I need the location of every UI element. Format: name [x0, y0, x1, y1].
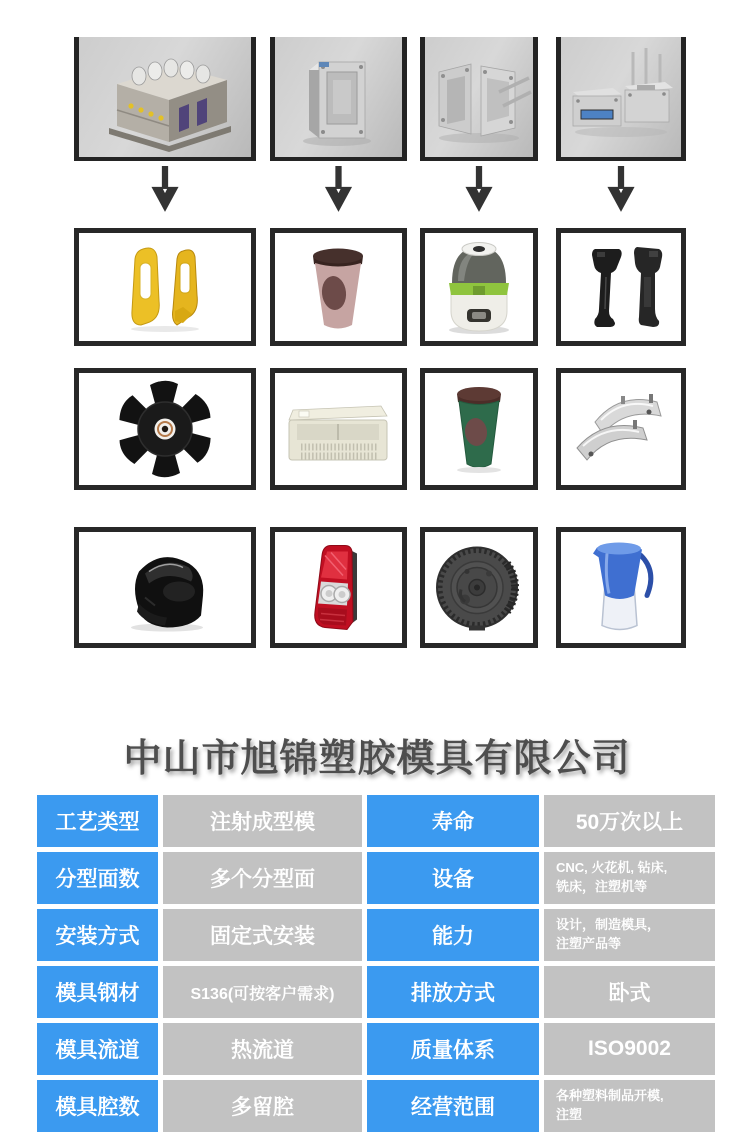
product-image [74, 368, 256, 490]
injection-mold-upright-image [275, 37, 402, 157]
product-image [556, 228, 686, 346]
product-image [420, 527, 538, 648]
spec-value: 50万次以上 [544, 795, 715, 847]
spec-label: 设备 [367, 852, 539, 904]
spec-value-line: 各种塑料制品开模, [556, 1088, 664, 1104]
water-pitcher-image [561, 532, 681, 643]
fan-impeller-image [79, 373, 251, 485]
product-image [270, 228, 407, 346]
spec-label: 寿命 [367, 795, 539, 847]
massage-gun-shells-image [561, 233, 681, 341]
product-image [420, 368, 538, 490]
spec-label: 模具腔数 [37, 1080, 158, 1132]
yellow-handle-parts-image [79, 233, 251, 341]
spec-value [544, 909, 715, 961]
spec-value: ISO9002 [544, 1023, 715, 1075]
green-tumbler-image [425, 373, 533, 485]
spec-value: 注射成型模 [163, 795, 362, 847]
mold-image-3 [420, 37, 538, 161]
spec-label: 质量体系 [367, 1023, 539, 1075]
spec-label: 安装方式 [37, 909, 158, 961]
product-image [420, 228, 538, 346]
spec-value: S136(可按客户需求) [163, 966, 362, 1018]
spec-label: 经营范围 [367, 1080, 539, 1132]
multi-cooker-image [425, 233, 533, 341]
mold-image-2 [270, 37, 407, 161]
spec-label: 分型面数 [37, 852, 158, 904]
spec-value: 卧式 [544, 966, 715, 1018]
spec-label: 排放方式 [367, 966, 539, 1018]
spec-value: 多留腔 [163, 1080, 362, 1132]
spec-value: 多个分型面 [163, 852, 362, 904]
spec-value: 固定式安装 [163, 909, 362, 961]
spec-value-line: 设计，制造模具， [556, 917, 661, 933]
product-image [270, 527, 407, 648]
spec-label: 工艺类型 [37, 795, 158, 847]
product-image [556, 368, 686, 490]
mold-image-4 [556, 37, 686, 161]
spec-label: 模具流道 [37, 1023, 158, 1075]
down-arrow-icon [556, 166, 686, 214]
spec-value: 热流道 [163, 1023, 362, 1075]
injection-mold-assembled-image [79, 37, 251, 157]
spec-value-line: 注塑产品等 [556, 936, 622, 951]
product-image [270, 368, 407, 490]
down-arrow-icon [270, 166, 407, 214]
spec-value-line: CNC, 火花机, 钻床, [556, 860, 668, 876]
spec-label: 模具钢材 [37, 966, 158, 1018]
spec-label: 能力 [367, 909, 539, 961]
motorcycle-helmet-image [79, 532, 251, 643]
product-image [74, 527, 256, 648]
spec-value [544, 852, 715, 904]
motor-housing-image [425, 532, 533, 643]
spec-value-line: 铣床，注塑机等 [556, 879, 648, 894]
down-arrow-icon [74, 166, 256, 214]
injection-mold-with-pins-image [561, 37, 681, 157]
injection-mold-open-halves-image [425, 37, 533, 157]
spec-value [544, 1080, 715, 1132]
car-light-covers-image [561, 373, 681, 485]
company-title: 中山市旭锦塑胶模具有限公司 [123, 738, 631, 780]
product-image [556, 527, 686, 648]
mold-image-1 [74, 37, 256, 161]
tail-light-image [275, 532, 402, 643]
down-arrow-icon [420, 166, 538, 214]
spec-table [37, 795, 715, 1132]
spec-value-line: 注塑 [556, 1107, 583, 1122]
pink-tumbler-image [275, 233, 402, 341]
product-image [74, 228, 256, 346]
ac-housing-image [275, 373, 402, 485]
